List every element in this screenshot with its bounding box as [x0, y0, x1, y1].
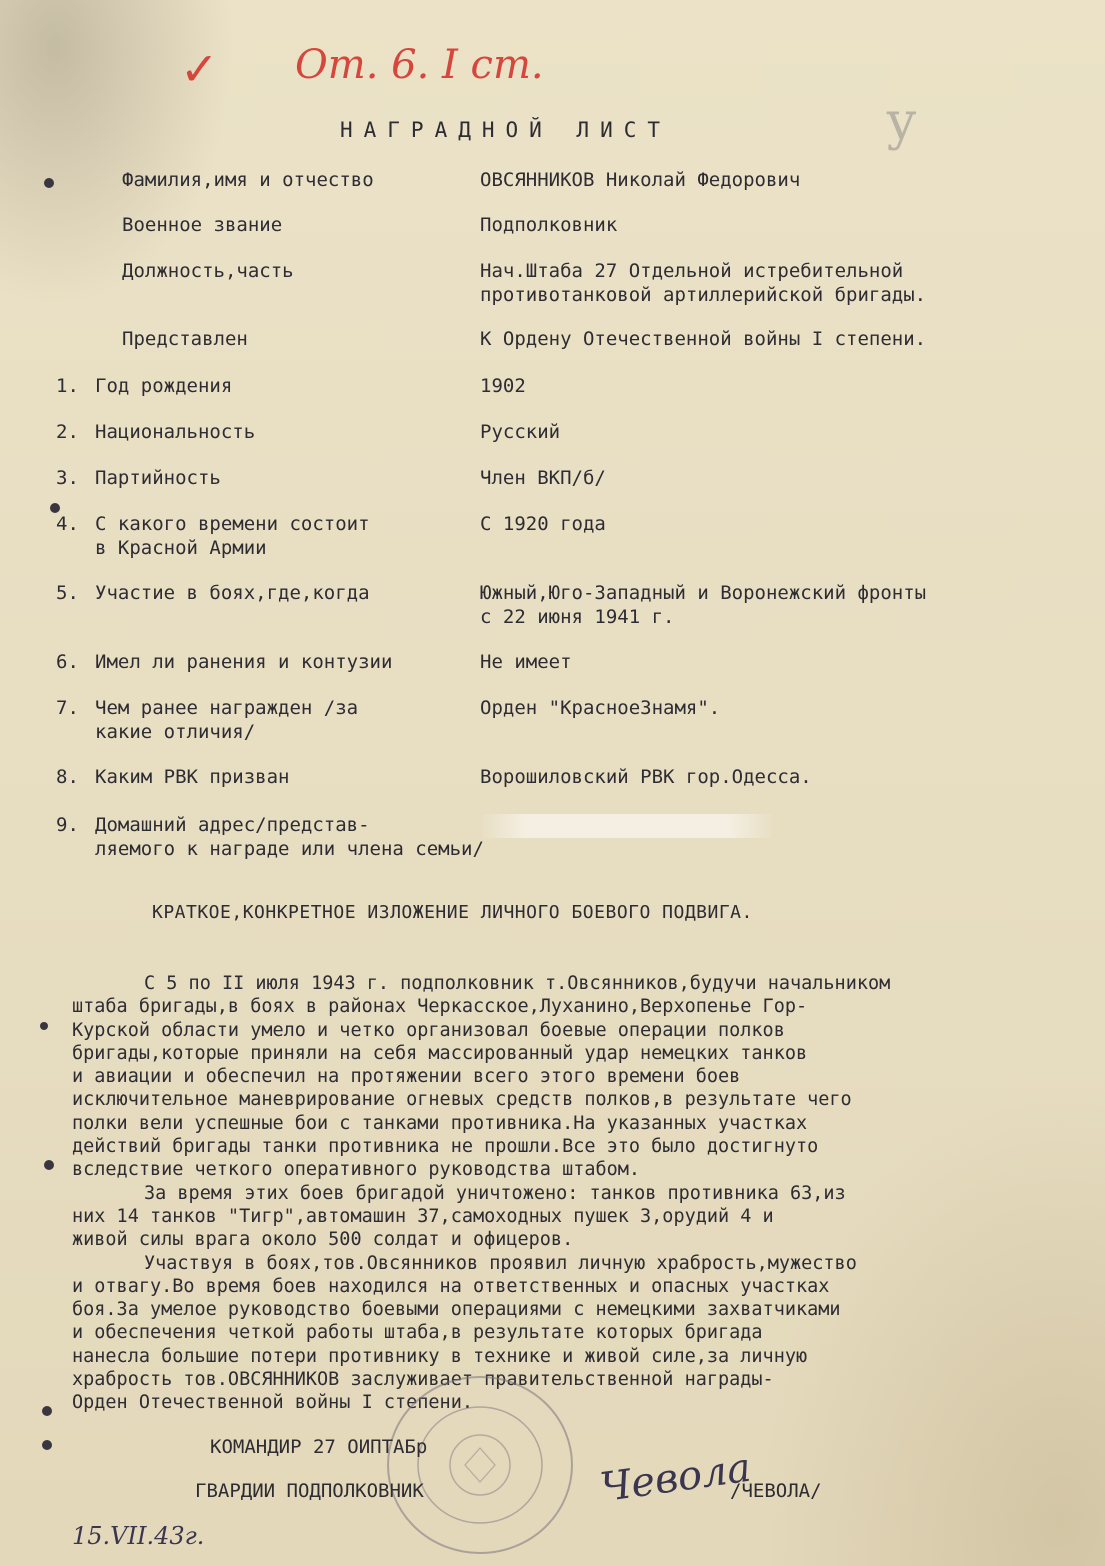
question-number: 6.: [56, 651, 79, 673]
resolution-note: От. 6. I ст.: [295, 42, 544, 88]
field-value: ОВСЯННИКОВ Николай Федорович: [480, 169, 801, 191]
summary-line: вследствие четкого оперативного руководства штабом.: [72, 1159, 641, 1181]
field-value: Подполковник: [480, 214, 618, 236]
question-value: Южный,Юго-Западный и Воронежский фронты: [480, 582, 927, 604]
summary-line: С 5 по II июля 1943 г. подполковник т.Овсянников,будучи начальником: [144, 973, 891, 994]
punch-hole: [44, 178, 54, 188]
check-mark: ✓: [180, 42, 219, 96]
question-label: Домашний адрес/представ-: [95, 814, 370, 836]
question-value-cont: с 22 июня 1941 г.: [480, 606, 675, 628]
field-value-cont: противотанковой артиллерийской бригады.: [480, 284, 927, 306]
question-number: 3.: [56, 467, 79, 489]
summary-line: и отвагу.Во время боев находился на ответственных и опасных участках: [72, 1275, 830, 1297]
punch-hole: [40, 1022, 48, 1030]
question-number: 5.: [56, 582, 79, 604]
summary-line: За время этих боев бригадой уничтожено: танков противника 63,из: [144, 1182, 846, 1204]
question-number: 8.: [56, 766, 79, 788]
summary-line: штаба бригады,в боях в районах Черкасское,Луханино,Верхопенье Гор-: [72, 996, 808, 1018]
official-stamp: [380, 1370, 580, 1560]
punch-hole: [42, 1406, 52, 1416]
question-label: С какого времени состоит: [95, 513, 370, 535]
question-number: 2.: [56, 421, 79, 443]
handwritten-date: 15.VII.43г.: [72, 1522, 205, 1550]
summary-line: Участвуя в боях,тов.Овсянников проявил личную храбрость,мужество: [144, 1252, 857, 1274]
question-label: Год рождения: [95, 375, 233, 397]
question-label: Имел ли ранения и контузии: [95, 651, 393, 673]
question-label: Национальность: [95, 421, 256, 443]
question-number: 7.: [56, 697, 79, 719]
handwritten-signature: Чевола: [597, 1444, 754, 1512]
redacted-address: [482, 814, 772, 838]
summary-line: храбрость тов.ОВСЯННИКОВ заслуживает правительственной награды-: [72, 1369, 774, 1391]
summary-line: Орден Отечественной войны I степени.: [72, 1392, 473, 1414]
pencil-mark: у: [886, 92, 917, 152]
summary-line: них 14 танков "Тигр",автомашин 37,самоходных пушек 3,орудий 4 и: [72, 1205, 774, 1227]
question-label: Каким РВК призван: [95, 766, 290, 788]
question-value: С 1920 года: [480, 513, 606, 535]
question-number: 4.: [56, 513, 79, 535]
summary-line: Курской области умело и четко организовал боевые операции полков: [72, 1019, 785, 1041]
summary-line: живой силы врага около 500 солдат и офицеров.: [72, 1229, 574, 1251]
field-value: К Ордену Отечественной войны I степени.: [480, 328, 927, 350]
summary-line: исключительное маневрирование огневых средств полков,в результате чего: [72, 1089, 852, 1111]
summary-line: действий бригады танки противника не прошли.Все это было достигнуто: [72, 1136, 819, 1158]
punch-hole: [50, 503, 60, 513]
summary-line: боя.За умелое руководство боевыми операциями с немецкими захватчиками: [72, 1299, 841, 1321]
field-label: Представлен: [122, 328, 248, 350]
summary-line: бригады,которые приняли на себя массированный удар немецких танков: [72, 1042, 808, 1064]
question-value: 1902: [480, 375, 526, 397]
summary-heading: КРАТКОЕ,КОНКРЕТНОЕ ИЗЛОЖЕНИЕ ЛИЧНОГО БОЕВОГО ПОДВИГА.: [152, 902, 753, 923]
commander-rank: ГВАРДИИ ПОДПОЛКОВНИК: [195, 1480, 424, 1502]
field-label: Фамилия,имя и отчество: [122, 169, 374, 191]
question-label: Участие в боях,где,когда: [95, 582, 370, 604]
question-label-cont: ляемого к награде или члена семьи/: [95, 838, 484, 860]
summary-line: полки вели успешные бои с танками противника.На указанных участках: [72, 1112, 808, 1134]
summary-line: и авиации и обеспечил на протяжении всего этого времени боев: [72, 1066, 741, 1088]
summary-line: нанесла большие потери противнику в технике и живой силе,за личную: [72, 1345, 808, 1367]
signer-name: /ЧЕВОЛА/: [730, 1480, 822, 1502]
question-value: Член ВКП/б/: [480, 467, 606, 489]
question-label: Чем ранее награжден /за: [95, 697, 359, 719]
field-label: Должность,часть: [122, 260, 294, 282]
question-value: Русский: [480, 421, 561, 443]
question-label: Партийность: [95, 467, 221, 489]
question-label-cont: в Красной Армии: [95, 537, 267, 559]
question-label-cont: какие отличия/: [95, 721, 256, 743]
field-value: Нач.Штаба 27 Отдельной истребительной: [480, 260, 904, 282]
question-value: Ворошиловский РВК гор.Одесса.: [480, 766, 812, 788]
punch-hole: [42, 1440, 52, 1450]
punch-hole: [44, 1160, 54, 1170]
summary-text: [72, 972, 1062, 1415]
question-value: Орден "КрасноеЗнамя".: [480, 697, 721, 719]
question-number: 9.: [56, 814, 79, 836]
field-label: Военное звание: [122, 214, 283, 236]
commander-title: КОМАНДИР 27 ОИПТАБр: [210, 1436, 428, 1458]
document-title: НАГРАДНОЙ ЛИСТ: [340, 118, 672, 142]
question-value: Не имеет: [480, 651, 572, 673]
summary-line: и обеспечения четкой работы штаба,в результате которых бригада: [72, 1322, 763, 1344]
question-number: 1.: [56, 375, 79, 397]
